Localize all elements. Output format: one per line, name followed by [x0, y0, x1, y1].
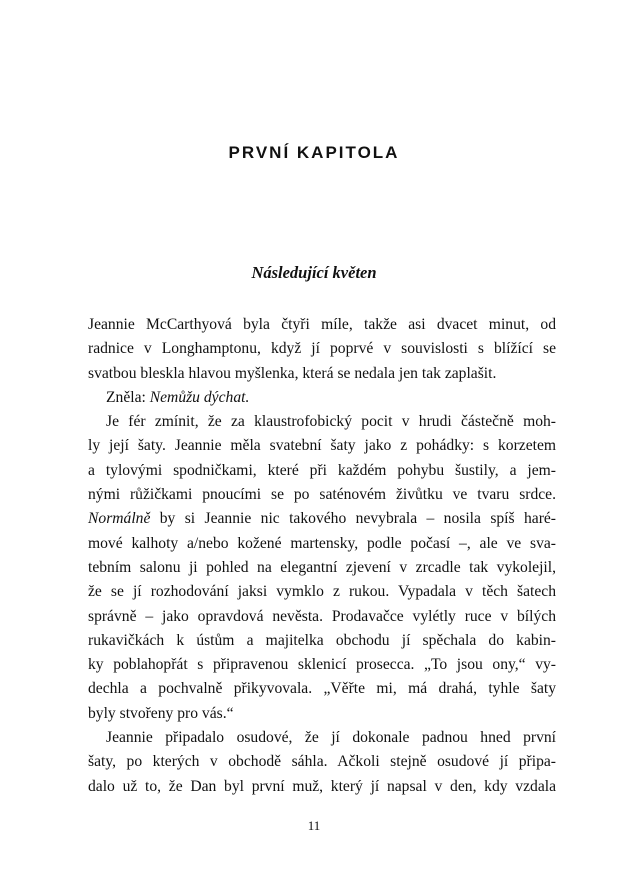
text-line: byly stvořeny pro vás.“	[88, 704, 234, 722]
text-line: nými růžičkami pnoucími se po saténovém živůtku ve tvaru srdce.	[88, 486, 556, 504]
text-line: šaty, po kterých v obchodě sáhla. Ačkoli stejně osudové jí připa-	[88, 753, 556, 771]
section-heading: Následující květen	[251, 263, 377, 282]
text-line: a tylovými spodničkami, které při každém pohybu šustily, a jem-	[88, 461, 556, 479]
text-line: tebním salonu ji pohled na elegantní zjevení v zrcadle tak vykolejil,	[88, 558, 556, 576]
text-line: dalo už to, že Dan byl první muž, který jí napsal v den, kdy vzdala	[88, 777, 556, 795]
line-text: by si Jeannie nic takového nevybrala – nosila spíš haré-	[150, 510, 556, 528]
text-line: ky poblahopřát s připravenou sklenicí prosecca. „To jsou ony,“ vy-	[88, 656, 556, 674]
line-text: Zněla:	[106, 388, 150, 406]
text-line: Jeannie McCarthyová byla čtyři míle, takže asi dvacet minut, od	[88, 316, 556, 333]
text-line: ly její šaty. Jeannie měla svatební šaty jako z pohádky: s korzetem	[88, 437, 556, 455]
text-line	[88, 507, 556, 531]
text-line: Jeannie připadalo osudové, že jí dokonale padnou hned první	[106, 729, 556, 747]
text-line: Je fér zmínit, že za klaustrofobický pocit v hrudi částečně moh-	[106, 413, 556, 431]
text-line: dechla a pochvalně přikyvovala. „Věřte mi, má drahá, tyhle šaty	[88, 680, 556, 698]
text-line: svatbou bleskla hlavou myšlenka, která se nedala jen tak zaplašit.	[88, 364, 497, 382]
text-line	[88, 386, 556, 410]
text-line: radnice v Longhamptonu, když jí poprvé v souvislosti s blížící se	[88, 340, 556, 358]
italic-phrase: Normálně	[88, 510, 151, 528]
text-line: mové kalhoty a/nebo kožené martensky, podle počasí –, ale ve sva-	[88, 534, 556, 552]
body-text	[88, 313, 556, 799]
text-line: že se jí rozhodování jaksi vymklo z rukou. Vypadala v těch šatech	[88, 583, 556, 601]
text-line: rukavičkách k ústům a majitelka obchodu jí spěchala do kabin-	[88, 631, 556, 649]
chapter-heading: PRVNÍ KAPITOLA	[228, 143, 400, 162]
page-number: 11	[307, 818, 321, 833]
text-line: správně – jako opravdová nevěsta. Prodavačce vylétly ruce v bílých	[88, 607, 556, 625]
italic-phrase: Nemůžu dýchat.	[149, 388, 250, 406]
